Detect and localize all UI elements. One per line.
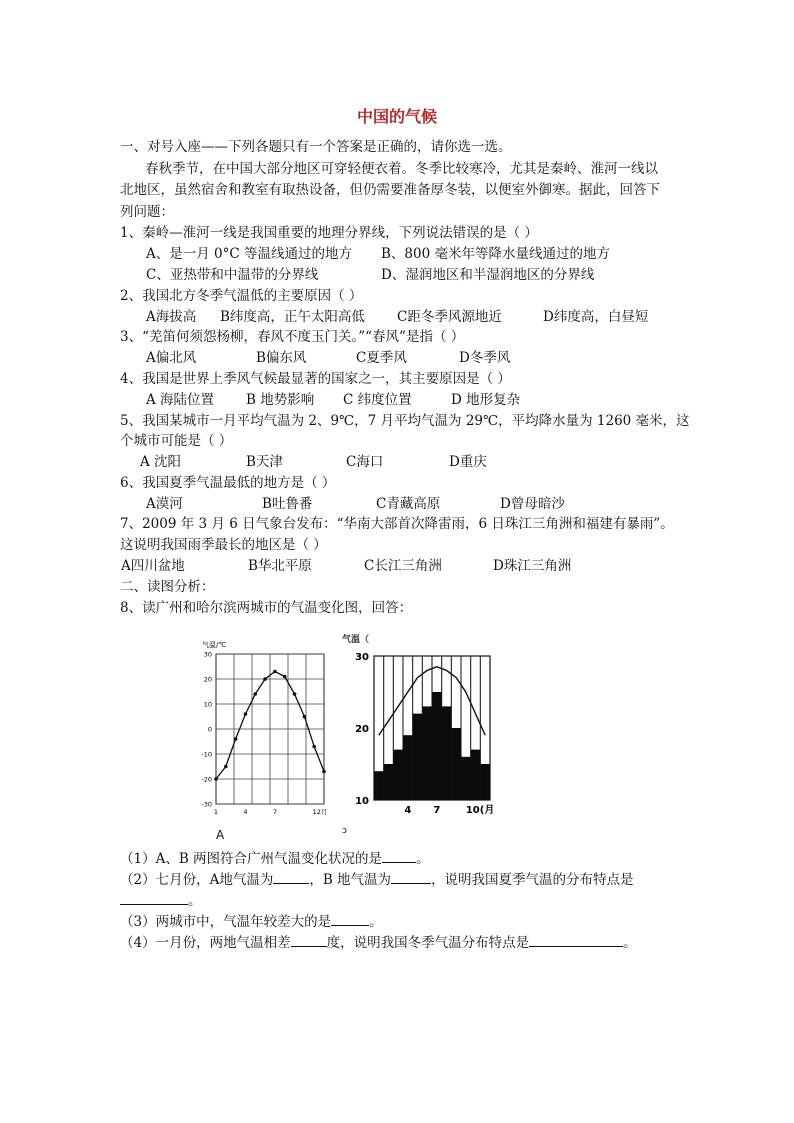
q1-option-d[interactable]: D、湿润地区和半湿润地区的分界线 (381, 267, 595, 283)
chart-a-y-tick-label: -20 (201, 775, 212, 784)
chart-a-data-point (273, 670, 277, 674)
chart-b-caption: ↄ (342, 826, 347, 836)
answer-blank-1[interactable] (382, 848, 416, 863)
question-1-stem: 1、秦岭—淮河一线是我国重要的地理分界线，下列说法错误的是（ ） (120, 225, 538, 241)
answer-blank-4b[interactable] (529, 932, 623, 947)
q8-part-1 (120, 848, 430, 868)
answer-blank-2a[interactable] (273, 869, 309, 884)
q8-part-2-text-a: （2）七月份，A地气温为 (120, 872, 274, 888)
chart-b-bar (471, 750, 481, 800)
chart-a-y-tick-label: 10 (203, 700, 212, 709)
question-4-stem: 4、我国是世界上季风气候最显著的国家之一，其主要原因是（ ） (120, 371, 511, 387)
q7-option-c[interactable]: C长江三角洲 (364, 558, 442, 574)
q6-option-b[interactable]: B吐鲁番 (262, 496, 313, 512)
chart-b-bar (461, 757, 471, 800)
chart-b-x-tick-label: 10(月 (465, 805, 495, 816)
q5-option-b[interactable]: B天津 (246, 454, 283, 470)
q1-option-a[interactable]: A、是一月 0°C 等温线通过的地方 (146, 246, 352, 262)
chart-a-caption: A (216, 828, 225, 842)
chart-a-data-point (322, 770, 326, 774)
chart-b-y-tick-label: 30 (355, 652, 369, 663)
answer-blank-2b[interactable] (391, 869, 431, 884)
q3-option-c[interactable]: C夏季风 (356, 350, 407, 366)
chart-a-data-point (263, 677, 267, 681)
chart-a-data-point (283, 675, 287, 679)
q8-part-2-text-c: ，说明我国夏季气温的分布特点是 (431, 872, 634, 888)
q8-part-1-text: （1）A、B 两图符合广州气温变化状况的是 (120, 851, 383, 867)
chart-a-data-point (234, 737, 238, 741)
chart-a-data-point (214, 777, 218, 781)
chart-b-x-tick-label: 4 (404, 805, 412, 816)
q8-part-1-end: 。 (416, 851, 430, 867)
q8-part-3-text: （3）两城市中，气温年较差大的是 (120, 914, 332, 930)
chart-a-x-tick-label: 7 (272, 808, 277, 816)
intro-line-3: 列问题： (120, 204, 174, 220)
chart-b-y-axis-title: 气温（ (342, 635, 370, 645)
section-two-heading: 二、读图分析： (120, 579, 215, 595)
chart-a-y-tick-label: -10 (201, 750, 212, 759)
chart-a-x-tick-label: 4 (243, 808, 248, 816)
chart-b-bar (480, 764, 490, 800)
q8-part-2-end: 。 (188, 893, 202, 909)
q7-option-d[interactable]: D珠江三角洲 (493, 558, 572, 574)
chart-b-bar (393, 750, 403, 800)
q1-option-c[interactable]: C、亚热带和中温带的分界线 (146, 267, 319, 283)
question-8-stem: 8、读广州和哈尔滨两城市的气温变化图，回答： (120, 600, 413, 616)
q8-part-4-text-a: （4）一月份，两地气温相差 (120, 935, 291, 951)
intro-line-1: 春秋季节，在中国大部分地区可穿轻便衣着。冬季比较寒冷，尤其是秦岭、淮河一线以 (145, 161, 658, 177)
q3-option-d[interactable]: D冬季风 (459, 350, 511, 366)
q5-option-c[interactable]: C海口 (346, 454, 384, 470)
chart-b-bar (413, 714, 423, 800)
q3-option-a[interactable]: A偏北风 (146, 350, 197, 366)
chart-a-data-point (312, 745, 316, 749)
section-one-heading: 一、对号入座——下列各题只有一个答案是正确的，请你选一选。 (120, 139, 512, 155)
q1-option-b[interactable]: B、800 毫米年等降水量线通过的地方 (381, 246, 610, 262)
q5-option-a[interactable]: A 沈阳 (140, 454, 182, 470)
q3-option-b[interactable]: B偏东风 (256, 350, 307, 366)
q2-option-b[interactable]: B纬度高，正午太阳高低 (220, 309, 365, 325)
q7-option-b[interactable]: B华北平原 (248, 558, 312, 574)
chart-a-y-tick-label: 0 (207, 725, 212, 734)
chart-b-temperature-bars (340, 632, 500, 820)
q5-option-d[interactable]: D重庆 (449, 454, 487, 470)
chart-b-x-tick-label: 7 (433, 805, 441, 816)
question-2-stem: 2、我国北方冬季气温低的主要原因（ ） (120, 288, 363, 304)
q8-part-4-text-b: 度，说明我国冬季气温分布特点是 (326, 935, 530, 951)
q7-option-a[interactable]: A四川盆地 (121, 558, 185, 574)
q4-option-c[interactable]: C 纬度位置 (343, 392, 412, 408)
chart-a-y-tick-label: 20 (203, 675, 212, 684)
q4-option-b[interactable]: B 地势影响 (246, 392, 315, 408)
chart-a-x-tick-label: 12月 (312, 808, 328, 816)
q8-part-4-end: 。 (623, 935, 637, 951)
intro-line-2: 北地区，虽然宿舍和教室有取热设备，但仍需要准备厚冬装，以便室外御寒。据此，回答下 (120, 182, 660, 198)
q6-option-a[interactable]: A漠河 (146, 496, 183, 512)
question-7-stem-line-2: 这说明我国雨季最长的地区是（ ） (120, 537, 327, 553)
chart-b-bar (403, 735, 413, 800)
chart-b-bar (432, 692, 442, 800)
question-5-stem-line-2: 个城市可能是（ ） (120, 433, 233, 449)
question-5-stem-line-1: 5、我国某城市一月平均气温为 2、9℃，7 月平均气温为 29℃，平均降水量为 1260 毫米，这 (120, 413, 690, 429)
chart-a-temperature-line (194, 636, 334, 828)
q8-part-3 (120, 911, 383, 931)
chart-a-y-axis-title: 气温/℃ (202, 641, 227, 649)
chart-a-x-tick-label: 1 (213, 808, 219, 816)
answer-blank-3[interactable] (331, 911, 369, 926)
question-7-stem-line-1: 7、2009 年 3 月 6 日气象台发布：“华南大部首次降雷雨，6 日珠江三角洲和福建有暴雨”。 (120, 516, 674, 532)
question-3-stem: 3、“羌笛何须怨杨柳，春风不度玉门关。”“春风”是指（ ） (120, 329, 465, 345)
chart-b-bar (374, 771, 384, 800)
chart-a-data-point (293, 692, 297, 696)
chart-b-bar (422, 706, 432, 800)
q2-option-c[interactable]: C距冬季风源地近 (397, 309, 502, 325)
q8-part-4 (120, 932, 637, 952)
chart-a-data-point (224, 765, 228, 769)
q8-part-3-end: 。 (369, 914, 383, 930)
q2-option-d[interactable]: D纬度高，白昼短 (543, 309, 649, 325)
answer-blank-4a[interactable] (291, 932, 327, 947)
chart-a-data-point (244, 712, 248, 716)
chart-b-bar (442, 706, 452, 800)
q2-option-a[interactable]: A海拔高 (146, 309, 197, 325)
question-6-stem: 6、我国夏季气温最低的地方是（ ） (120, 475, 336, 491)
chart-b-y-tick-label: 10 (355, 796, 369, 807)
page-title: 中国的气候 (356, 107, 437, 126)
q8-part-2-text-b: ，B 地气温为 (309, 872, 392, 888)
answer-blank-2c[interactable] (120, 890, 188, 905)
chart-a-y-tick-label: 30 (203, 650, 212, 659)
chart-b-bar (384, 764, 394, 800)
q4-option-d[interactable]: D 地形复杂 (451, 392, 521, 408)
q8-part-2-cont (120, 890, 202, 910)
chart-a-data-point (303, 715, 307, 719)
chart-a-y-tick-label: -30 (201, 800, 212, 809)
chart-b-bar (451, 728, 461, 800)
chart-a-data-point (253, 692, 257, 696)
q6-option-d[interactable]: D曾母暗沙 (500, 496, 565, 512)
q8-part-2 (120, 869, 634, 889)
q4-option-a[interactable]: A 海陆位置 (146, 392, 215, 408)
q6-option-c[interactable]: C青藏高原 (376, 496, 441, 512)
chart-b-y-tick-label: 20 (355, 724, 369, 735)
